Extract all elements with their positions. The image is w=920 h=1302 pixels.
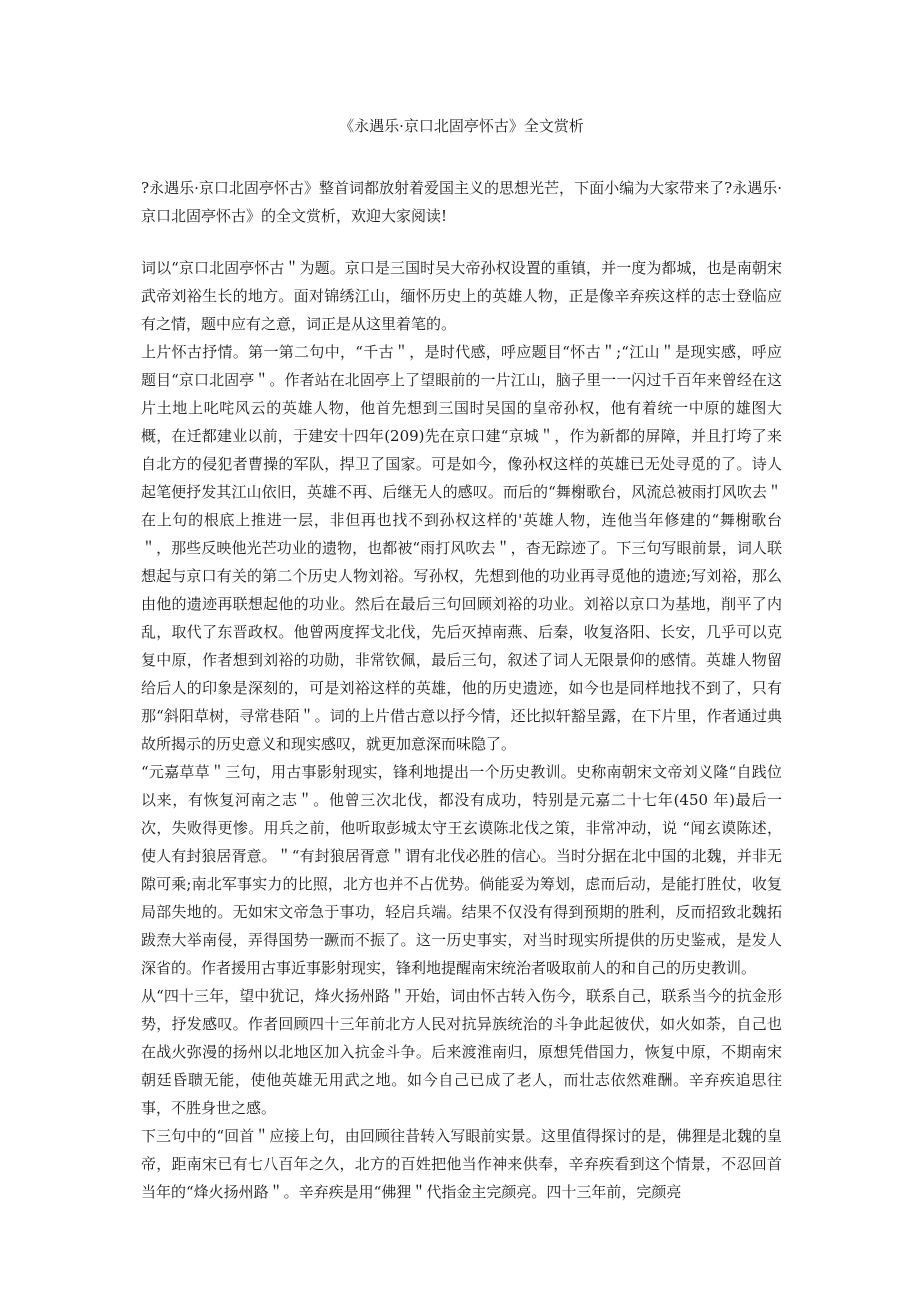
body-paragraph: 从“四十三年，望中犹记，烽火扬州路＂开始，词由怀古转入伤今，联系自己，联系当今的抗金形势，抒发感叹。作者回顾四十三年前北方人民对抗异族统治的斗争此起彼伏，如火如荼，自己也在战火弥漫的扬州以北地区加入抗金斗争。后来渡淮南归，原想凭借国力，恢复中原，不期南宋朝廷昏聩无能，使他英雄无用武之地。如今自己已成了老人，而壮志依然难酬。辛弃疾追思往事，不胜身世之感。 <box>141 987 782 1117</box>
body-paragraph: 下三句中的“回首＂应接上句，由回顾往昔转入写眼前实景。这里值得探讨的是，佛狸是北魏的皇帝，距南宋已有七八百年之久，北方的百姓把他当作神来供奉，辛弃疾看到这个情景，不忍回首当年的“烽火扬州路＂。辛弃疾是用“佛狸＂代指金主完颜亮。四十三年前，完颜亮 <box>141 1127 782 1201</box>
body-paragraph: 词以“京口北固亭怀古＂为题。京口是三国时吴大帝孙权设置的重镇，并一度为都城，也是南朝宋武帝刘裕生长的地方。面对锦绣江山，缅怀历史上的英雄人物，正是像辛弃疾这样的志士登临应有之情，题中应有之意，词正是从这里着笔的。 <box>141 259 782 333</box>
document-body <box>141 254 782 1206</box>
body-paragraph: “元嘉草草＂三句，用古事影射现实，锋利地提出一个历史教训。史称南朝宋文帝刘义隆“自践位以来，有恢复河南之志＂。他曾三次北伐，都没有成功，特别是元嘉二十七年(450 年)最后一次，失败得更惨。用兵之前，他听取彭城太守王玄谟陈北伐之策，非常冲动，说 “闻玄谟陈述，使人有封狼居胥意。＂“有封狼居胥意＂谓有北伐必胜的信心。当时分据在北中国的北魏，并非无隙可乘;南北军事实力的比照，北方也并不占优势。倘能妥为筹划，虑而后动，是能打胜仗，收复局部失地的。无如宋文帝急于事功，轻启兵端。结果不仅没有得到预期的胜利，反而招致北魏拓跋焘大举南侵，弄得国势一蹶而不振了。这一历史事实，对当时现实所提供的历史鉴戒，是发人深省的。作者援用古事近事影射现实，锋利地提醒南宋统治者吸取前人的和自己的历史教训。 <box>141 763 782 977</box>
document-title: 《永遇乐·京口北固亭怀古》全文赏析 <box>339 117 584 135</box>
intro-paragraph: ?永遇乐·京口北固亭怀古》整首词都放射着爱国主义的思想光芒，下面小编为大家带来了?永遇乐·京口北固亭怀古》的全文赏析，欢迎大家阅读! <box>141 179 782 225</box>
body-paragraph: 上片怀古抒情。第一第二句中，“千古＂，是时代感，呼应题目“怀古＂;“江山＂是现实感，呼应题目“京口北固亭＂。作者站在北固亭上了望眼前的一片江山，脑子里一一闪过千百年来曾经在这片土地上叱咤风云的英雄人物，他首先想到三国时吴国的皇帝孙权，他有着统一中原的雄图大概，在迁都建业以前，于建安十四年(209)先在京口建“京城＂，作为新都的屏障，并且打垮了来自北方的侵犯者曹操的军队，捍卫了国家。可是如今，像孙权这样的英雄已无处寻觅的了。诗人起笔便抒发其江山依旧，英雄不再、后继无人的感叹。而后的“舞榭歌台，风流总被雨打风吹去＂在上句的根底上推进一层，非但再也找不到孙权这样的'英雄人物，连他当年修建的“舞榭歌台＂，那些反映他光芒功业的遗物，也都被“雨打风吹去＂，杳无踪迹了。下三句写眼前景，词人联想起与京口有关的第二个历史人物刘裕。写孙权，先想到他的功业再寻觅他的遗迹;写刘裕，那么由他的遗迹再联想起他的功业。然后在最后三句回顾刘裕的功业。刘裕以京口为基地，削平了内乱，取代了东晋政权。他曾两度挥戈北伐，先后灭掉南燕、后秦，收复洛阳、长安，几乎可以克复中原，作者想到刘裕的功勋，非常钦佩，最后三句，叙述了词人无限景仰的感情。英雄人物留给后人的印象是深刻的，可是刘裕这样的英雄，他的历史遗迹，如今也是同样地找不到了，只有那“斜阳草树，寻常巷陌＂。词的上片借古意以抒今情，还比拟轩豁呈露，在下片里，作者通过典故所揭示的历史意义和现实感叹，就更加意深而味隐了。 <box>141 343 782 753</box>
